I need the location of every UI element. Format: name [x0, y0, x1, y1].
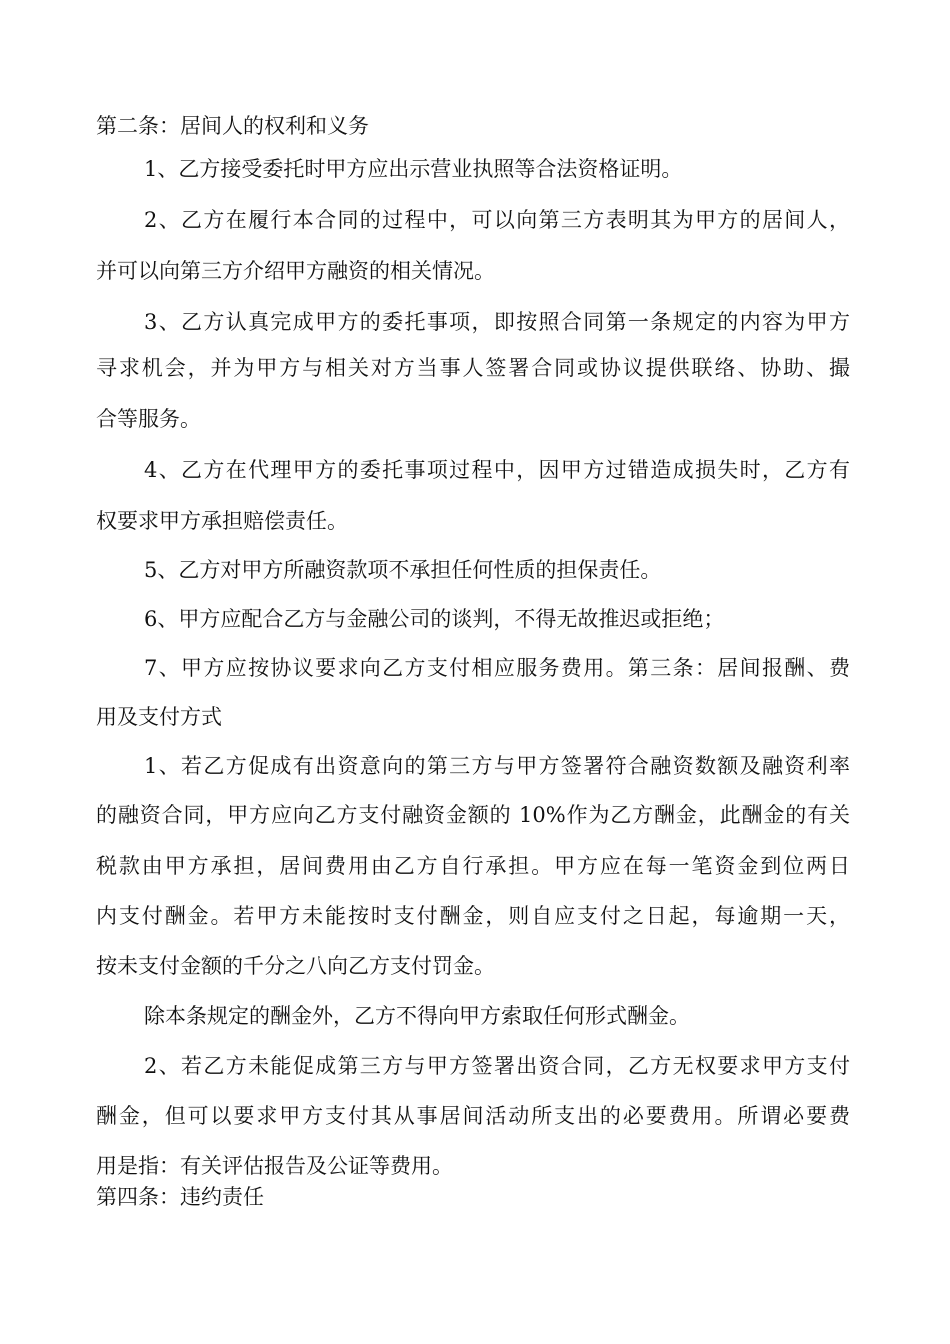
clause-4-line-1: 4、乙方在代理甲方的委托事项过程中，因甲方过错造成损失时，乙方有	[144, 458, 850, 482]
clause-3-line-1: 3、乙方认真完成甲方的委托事项，即按照合同第一条规定的内容为甲方	[144, 310, 850, 334]
payment-clause-1-line-1: 1、若乙方促成有出资意向的第三方与甲方签署符合融资数额及融资利率	[144, 754, 850, 778]
clause-2-line-2: 并可以向第三方介绍甲方融资的相关情况。	[96, 259, 495, 283]
payment-clause-1-line-2: 的融资合同，甲方应向乙方支付融资金额的 10%作为乙方酬金，此酬金的有关	[96, 803, 850, 827]
clause-6-line-1: 6、甲方应配合乙方与金融公司的谈判，不得无故推迟或拒绝；	[144, 607, 725, 631]
payment-note-line: 除本条规定的酬金外，乙方不得向甲方索取任何形式酬金。	[144, 1004, 690, 1028]
clause-2-line-1: 2、乙方在履行本合同的过程中，可以向第三方表明其为甲方的居间人，	[144, 208, 850, 232]
section-heading-4: 第四条：违约责任	[96, 1185, 264, 1209]
payment-clause-2-line-1: 2、若乙方未能促成第三方与甲方签署出资合同，乙方无权要求甲方支付	[144, 1054, 850, 1078]
clause-4-line-2: 权要求甲方承担赔偿责任。	[96, 509, 348, 533]
payment-clause-2-line-3: 用是指：有关评估报告及公证等费用。	[96, 1154, 453, 1178]
clause-3-line-2: 寻求机会，并为甲方与相关对方当事人签署合同或协议提供联络、协助、撮	[96, 356, 850, 380]
clause-1-line-1: 1、乙方接受委托时甲方应出示营业执照等合法资格证明。	[144, 157, 683, 181]
payment-clause-2-line-2: 酬金，但可以要求甲方支付其从事居间活动所支出的必要费用。所谓必要费	[96, 1104, 850, 1128]
payment-clause-1-line-4: 内支付酬金。若甲方未能按时支付酬金，则自应支付之日起，每逾期一天，	[96, 904, 850, 928]
clause-5-line-1: 5、乙方对甲方所融资款项不承担任何性质的担保责任。	[144, 558, 662, 582]
clause-7-line-1: 7、甲方应按协议要求向乙方支付相应服务费用。第三条：居间报酬、费	[144, 656, 850, 680]
payment-clause-1-line-5: 按未支付金额的千分之八向乙方支付罚金。	[96, 954, 495, 978]
clause-3-line-3: 合等服务。	[96, 407, 201, 431]
section-heading-2: 第二条：居间人的权利和义务	[96, 114, 369, 138]
payment-clause-1-line-3: 税款由甲方承担，居间费用由乙方自行承担。甲方应在每一笔资金到位两日	[96, 854, 850, 878]
clause-7-line-2: 用及支付方式	[96, 705, 222, 729]
